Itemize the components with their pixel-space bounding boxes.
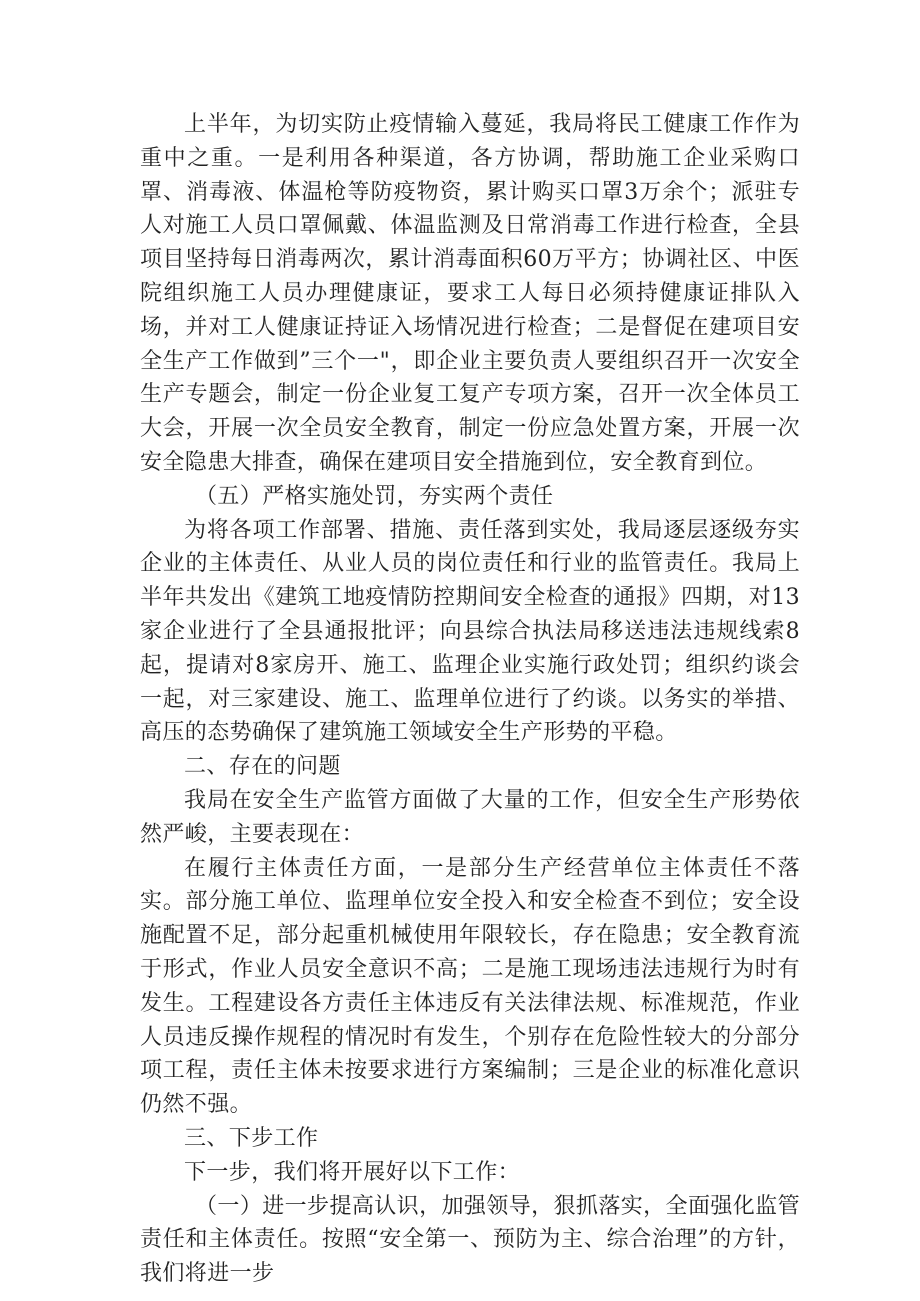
document-body — [140, 108, 800, 1291]
paragraph-next-step-one: （一）进一步提高认识，加强领导，狠抓落实，全面强化监管责任和主体责任。按照“安全第一、预防为主、综合治理”的方针，我们将进一步 — [140, 1193, 800, 1287]
paragraph-epidemic-prevention: 上半年，为切实防止疫情输入蔓延，我局将民工健康工作作为重中之重。一是利用各种渠道，各方协调，帮助施工企业采购口罩、消毒液、体温枪等防疫物资，累计购买口罩3万余个；派驻专人对施工人员口罩佩戴、体温监测及日常消毒工作进行检查，全县项目坚持每日消毒两次，累计消毒面积60万平方；协调社区、中医院组织施工人员办理健康证，要求工人每日必须持健康证排队入场，并对工人健康证持证入场情况进行检查；二是督促在建项目安全生产工作做到”三个一"，即企业主要负责人要组织召开一次安全生产专题会，制定一份企业复工复产专项方案，召开一次全体员工大会，开展一次全员安全教育，制定一份应急处置方案，开展一次安全隐患大排查，确保在建项目安全措施到位，安全教育到位。 — [140, 112, 800, 475]
paragraph-problems-detail: 在履行主体责任方面，一是部分生产经营单位主体责任不落实。部分施工单位、监理单位安全投入和安全检查不到位；安全设施配置不足，部分起重机械使用年限较长，存在隐患；安全教育流于形式，作业人员安全意识不高；二是施工现场违法违规行为时有发生。工程建设各方责任主体违反有关法律法规、标准规范，作业人员违反操作规程的情况时有发生，个别存在危险性较大的分部分项工程，责任主体未按要求进行方案编制；三是企业的标准化意识仍然不强。 — [140, 855, 800, 1118]
paragraph-next-steps-intro: 下一步，我们将开展好以下工作： — [184, 1159, 521, 1185]
section-heading-problems: 二、存在的问题 — [184, 754, 341, 780]
section-heading-next-steps: 三、下步工作 — [184, 1125, 319, 1151]
paragraph-responsibilities: 为将各项工作部署、措施、责任落到实处，我局逐层逐级夯实企业的主体责任、从业人员的岗位责任和行业的监管责任。我局上半年共发出《建筑工地疫情防控期间安全检查的通报》四期，对13家企业进行了全县通报批评；向县综合执法局移送违法违规线索8起，提请对8家房开、施工、监理企业实施行政处罚；组织约谈会一起，对三家建设、施工、监理单位进行了约谈。以务实的举措、高压的态势确保了建筑施工领域安全生产形势的平稳。 — [140, 517, 800, 746]
section-heading-penalties: （五）严格实施处罚，夯实两个责任 — [195, 483, 554, 509]
paragraph-problems-intro: 我局在安全生产监管方面做了大量的工作，但安全生产形势依然严峻，主要表现在： — [140, 787, 800, 847]
